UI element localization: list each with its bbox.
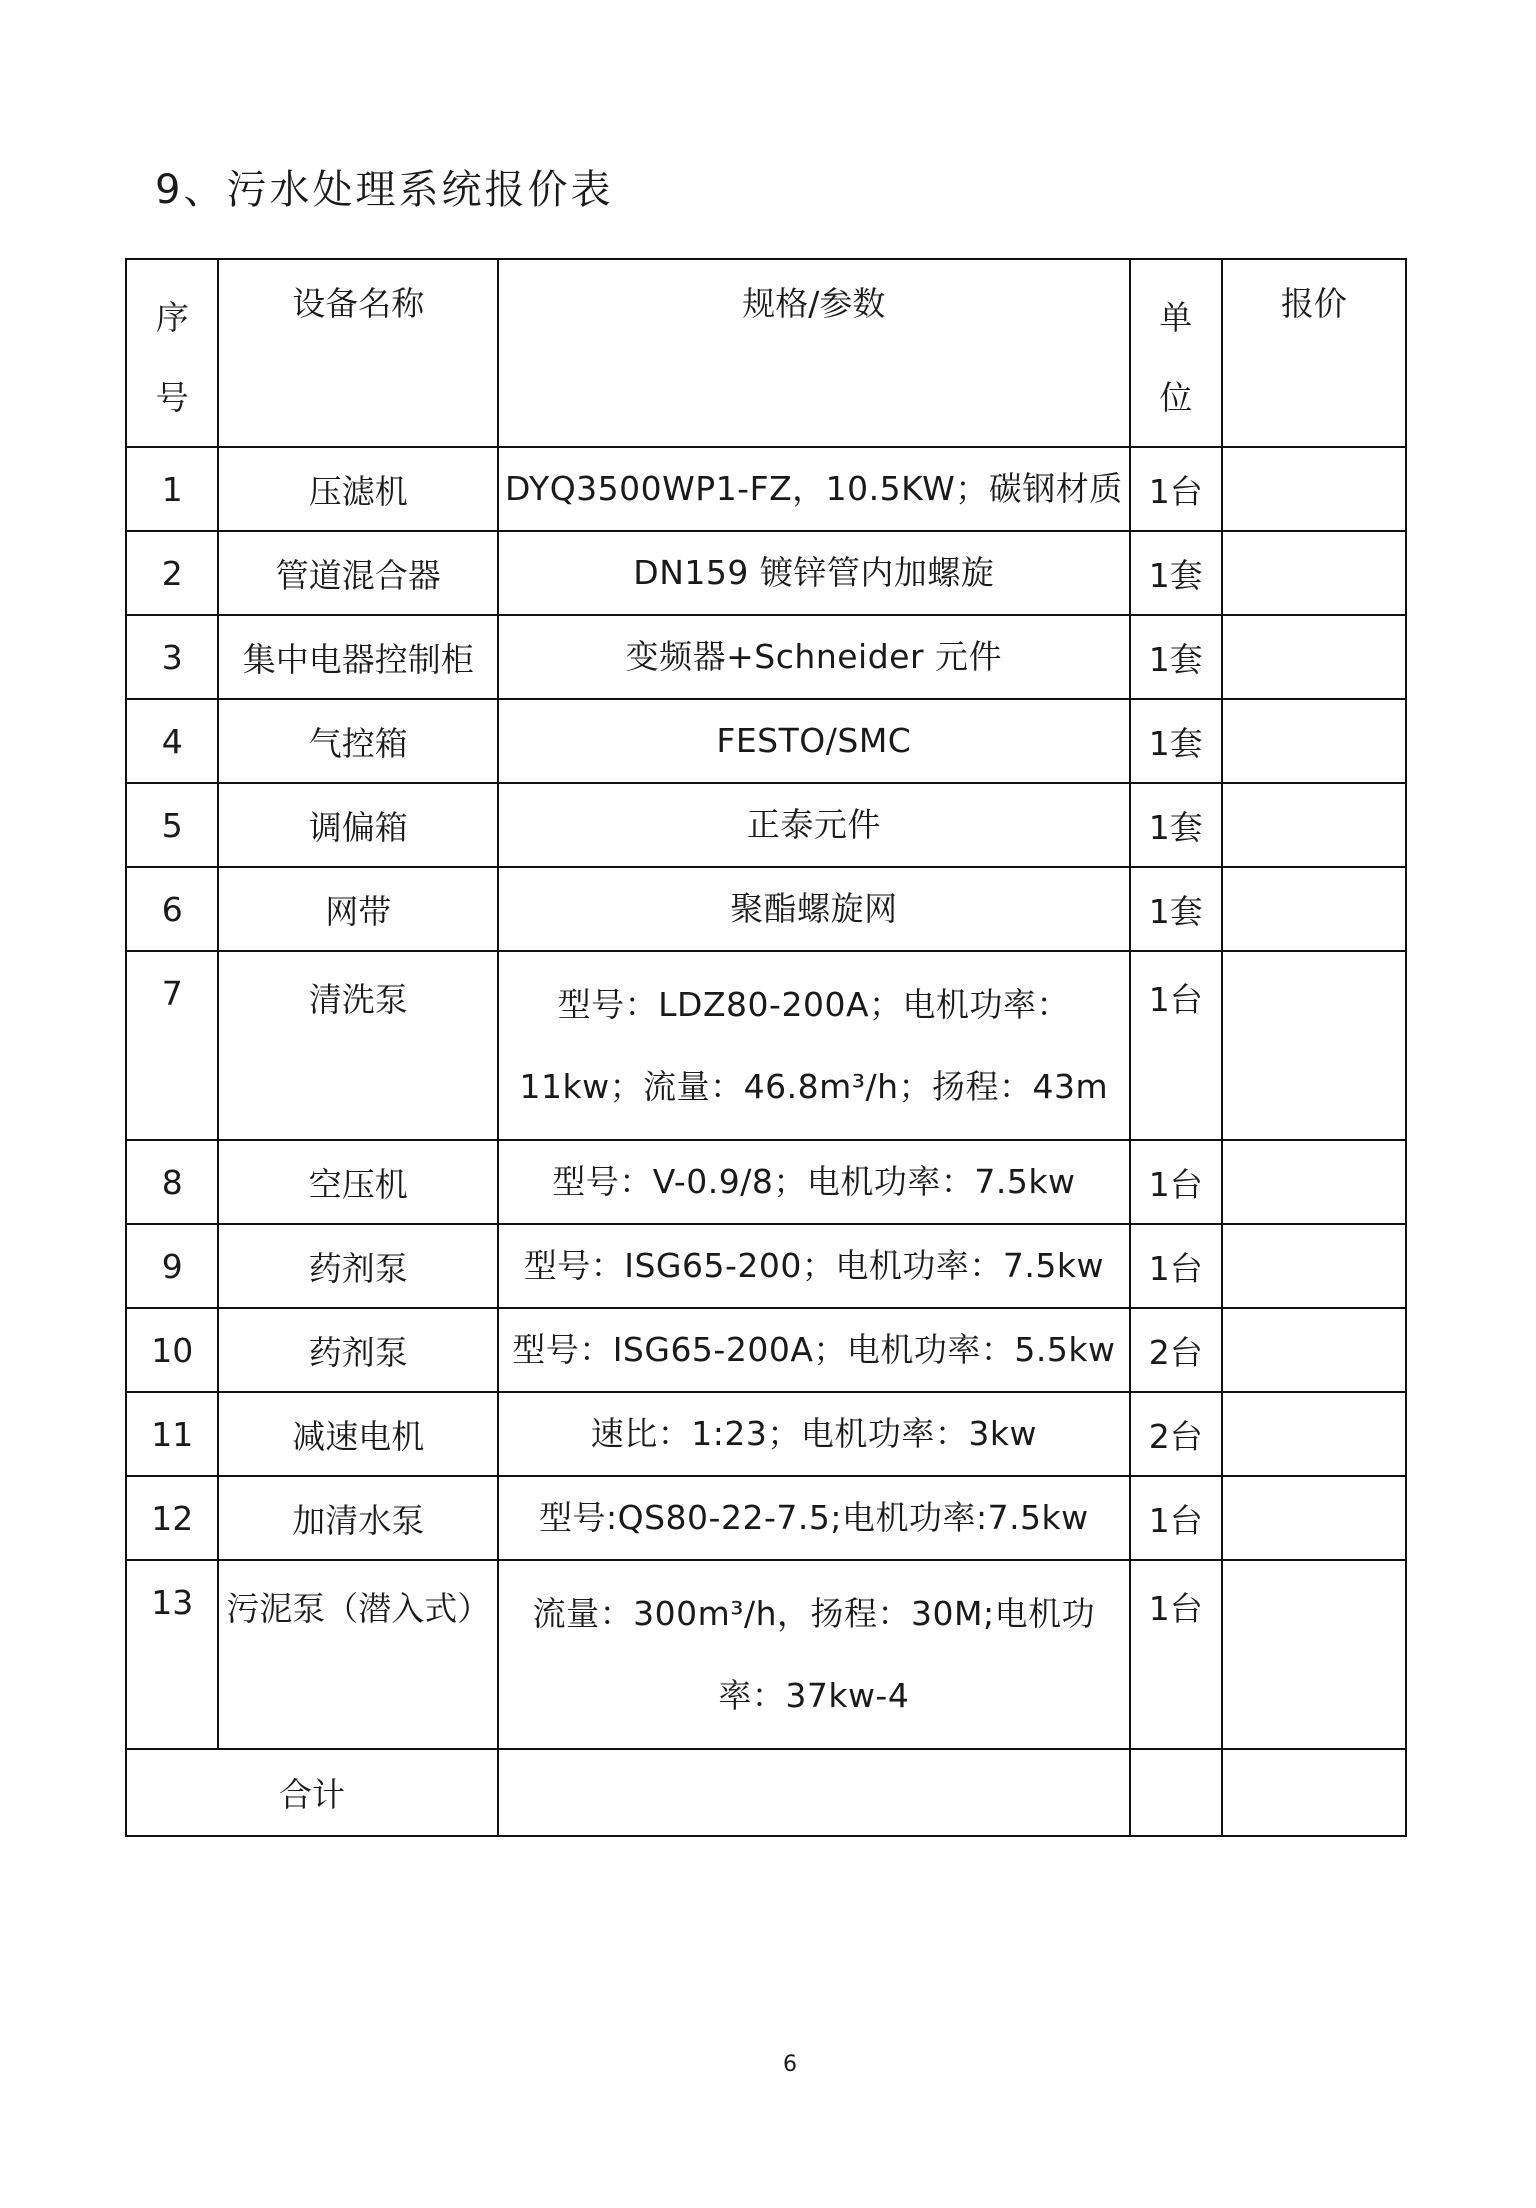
cell-unit: 2台 (1130, 1392, 1222, 1476)
cell-seq: 4 (126, 699, 218, 783)
cell-seq: 10 (126, 1308, 218, 1392)
cell-unit: 1套 (1130, 699, 1222, 783)
total-price (1222, 1749, 1406, 1836)
cell-spec: FESTO/SMC (498, 699, 1130, 783)
cell-spec: 型号：LDZ80-200A；电机功率：11kw；流量：46.8m³/h；扬程：43m (498, 951, 1130, 1140)
cell-unit: 1台 (1130, 1476, 1222, 1560)
cell-name: 加清水泵 (218, 1476, 498, 1560)
cell-unit: 1台 (1130, 447, 1222, 531)
header-price: 报价 (1222, 259, 1406, 447)
cell-price (1222, 951, 1406, 1140)
cell-spec: 型号：ISG65-200A；电机功率：5.5kw (498, 1308, 1130, 1392)
cell-price (1222, 1308, 1406, 1392)
cell-spec: 型号:QS80-22-7.5;电机功率:7.5kw (498, 1476, 1130, 1560)
cell-name: 管道混合器 (218, 531, 498, 615)
cell-name: 气控箱 (218, 699, 498, 783)
cell-seq: 6 (126, 867, 218, 951)
cell-name: 空压机 (218, 1140, 498, 1224)
cell-price (1222, 531, 1406, 615)
cell-unit: 1台 (1130, 1560, 1222, 1749)
total-unit (1130, 1749, 1222, 1836)
cell-seq: 12 (126, 1476, 218, 1560)
table-row (126, 951, 1406, 1140)
cell-price (1222, 867, 1406, 951)
table-row (126, 1392, 1406, 1476)
header-seq: 序 号 (126, 259, 218, 447)
cell-spec: 速比：1:23；电机功率：3kw (498, 1392, 1130, 1476)
cell-unit: 1台 (1130, 951, 1222, 1140)
cell-spec: 正泰元件 (498, 783, 1130, 867)
table-row (126, 615, 1406, 699)
cell-unit: 1套 (1130, 531, 1222, 615)
cell-price (1222, 1560, 1406, 1749)
cell-seq: 13 (126, 1560, 218, 1749)
cell-name: 网带 (218, 867, 498, 951)
cell-spec: 变频器+Schneider 元件 (498, 615, 1130, 699)
cell-seq: 9 (126, 1224, 218, 1308)
cell-unit: 1套 (1130, 867, 1222, 951)
cell-spec: 型号：ISG65-200；电机功率：7.5kw (498, 1224, 1130, 1308)
cell-seq: 3 (126, 615, 218, 699)
cell-name: 调偏箱 (218, 783, 498, 867)
table-row (126, 1224, 1406, 1308)
cell-seq: 5 (126, 783, 218, 867)
cell-seq: 11 (126, 1392, 218, 1476)
cell-name: 药剂泵 (218, 1224, 498, 1308)
cell-spec: 聚酯螺旋网 (498, 867, 1130, 951)
cell-price (1222, 1140, 1406, 1224)
cell-name: 压滤机 (218, 447, 498, 531)
cell-price (1222, 615, 1406, 699)
cell-unit: 1套 (1130, 783, 1222, 867)
cell-price (1222, 1392, 1406, 1476)
table-row (126, 447, 1406, 531)
page-title: 9、污水处理系统报价表 (155, 167, 614, 213)
cell-seq: 8 (126, 1140, 218, 1224)
cell-name: 污泥泵（潜入式） (218, 1560, 498, 1749)
table-row (126, 1476, 1406, 1560)
cell-seq: 2 (126, 531, 218, 615)
cell-price (1222, 447, 1406, 531)
cell-seq: 7 (126, 951, 218, 1140)
table-row (126, 531, 1406, 615)
cell-name: 集中电器控制柜 (218, 615, 498, 699)
cell-unit: 2台 (1130, 1308, 1222, 1392)
cell-name: 减速电机 (218, 1392, 498, 1476)
header-unit: 单 位 (1130, 259, 1222, 447)
cell-unit: 1台 (1130, 1140, 1222, 1224)
header-spec: 规格/参数 (498, 259, 1130, 447)
quotation-table (125, 258, 1407, 1837)
cell-unit: 1台 (1130, 1224, 1222, 1308)
table-row (126, 1560, 1406, 1749)
header-name: 设备名称 (218, 259, 498, 447)
page-number: 6 (783, 2052, 797, 2077)
cell-seq: 1 (126, 447, 218, 531)
cell-price (1222, 1476, 1406, 1560)
cell-price (1222, 783, 1406, 867)
cell-spec: DN159 镀锌管内加螺旋 (498, 531, 1130, 615)
table-row (126, 1308, 1406, 1392)
table-header-row (126, 259, 1406, 447)
cell-unit: 1套 (1130, 615, 1222, 699)
cell-spec: DYQ3500WP1-FZ，10.5KW；碳钢材质 (498, 447, 1130, 531)
cell-name: 药剂泵 (218, 1308, 498, 1392)
cell-spec: 型号：V-0.9/8；电机功率：7.5kw (498, 1140, 1130, 1224)
cell-price (1222, 1224, 1406, 1308)
cell-price (1222, 699, 1406, 783)
total-row (126, 1749, 1406, 1836)
cell-name: 清洗泵 (218, 951, 498, 1140)
table-row (126, 867, 1406, 951)
total-spec (498, 1749, 1130, 1836)
table-row (126, 783, 1406, 867)
table-body (126, 447, 1406, 1749)
total-label: 合计 (126, 1749, 498, 1836)
cell-spec: 流量：300m³/h，扬程：30M;电机功率：37kw-4 (498, 1560, 1130, 1749)
table-row (126, 1140, 1406, 1224)
table-row (126, 699, 1406, 783)
